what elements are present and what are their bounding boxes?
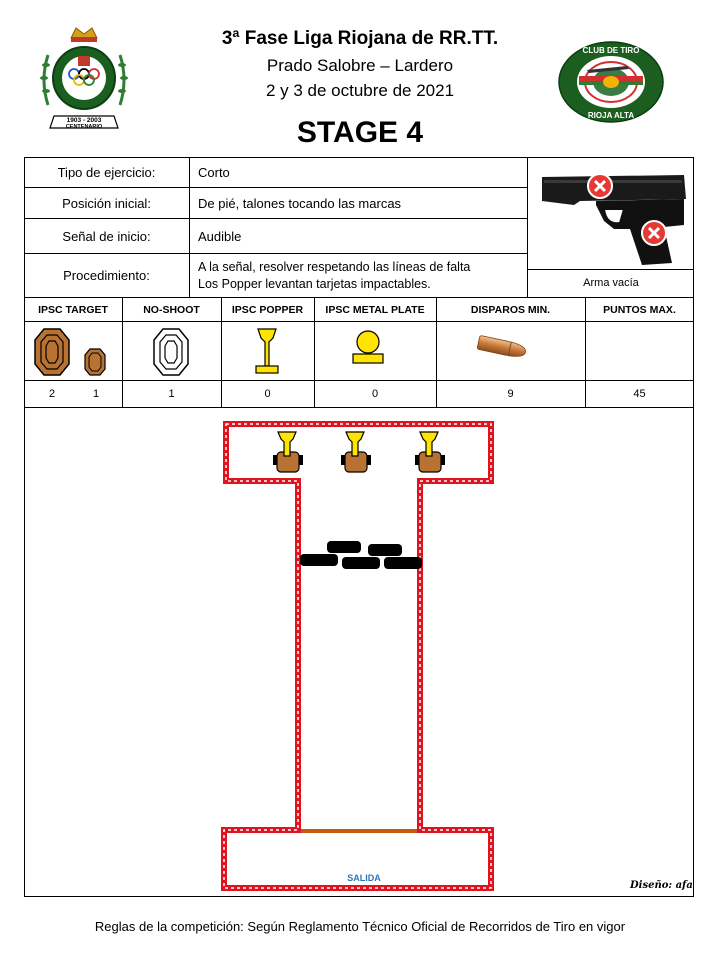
top-view-targets (300, 541, 422, 569)
start-position-value: De pié, talones tocando las marcas (198, 195, 402, 211)
count-puntos-max: 45 (633, 388, 646, 400)
count-disparos-min: 9 (507, 388, 514, 400)
bullet-icon (474, 332, 528, 362)
header-no-shoot: NO-SHOOT (143, 304, 200, 316)
count-ipsc-target-small: 1 (92, 388, 100, 400)
ipsc-mini-target-icon (84, 348, 106, 376)
popper-icon (254, 328, 280, 374)
start-signal-label: Señal de inicio: (62, 228, 151, 244)
procedure-line-2: Los Popper levantan tarjetas impactables. (198, 277, 431, 291)
logo-caption: CENTENARIO (65, 124, 103, 130)
header-puntos-max: PUNTOS MAX. (603, 304, 676, 316)
pistol-image (534, 165, 689, 265)
popper-with-card-3 (415, 432, 445, 472)
exercise-type-value: Corto (198, 164, 230, 180)
header-disparos-min: DISPAROS MIN. (470, 304, 551, 316)
no-shoot-icon (153, 328, 189, 376)
club-logo-top-text: CLUB DE TIRO (582, 46, 640, 55)
procedure-line-1: A la señal, resolver respetando las líneas de falta (198, 260, 471, 274)
page-title: 3ª Fase Liga Riojana de RR.TT. (221, 28, 499, 49)
start-position-label: Posición inicial: (62, 195, 151, 211)
club-logo-bottom-text: RIOJA ALTA (587, 111, 635, 120)
count-ipsc-target-large: 2 (48, 388, 56, 400)
stage-diagram (24, 408, 694, 896)
procedure-value (198, 259, 523, 293)
design-credit: Diseño: afa (630, 880, 693, 891)
location-text: Prado Salobre – Lardero (266, 56, 454, 75)
popper-with-card-2 (341, 432, 371, 472)
weapon-state-label: Arma vacía (583, 277, 639, 289)
metal-plate-icon (352, 330, 384, 364)
count-metal-plate: 0 (371, 388, 379, 400)
dates-text: 2 y 3 de octubre de 2021 (265, 81, 455, 100)
ipsc-target-icon (34, 328, 70, 376)
exercise-type-label: Tipo de ejercicio: (57, 164, 156, 180)
logo-years: 1903 - 2003 (66, 117, 102, 124)
header-ipsc-target: IPSC TARGET (38, 304, 108, 316)
procedure-label: Procedimiento: (63, 268, 150, 283)
footer-rules: Reglas de la competición: Según Reglamento Técnico Oficial de Recorridos de Tiro en vigor (94, 919, 626, 934)
stage-title: STAGE 4 (296, 116, 424, 149)
count-no-shoot: 1 (168, 388, 175, 400)
header-ipsc-popper: IPSC POPPER (231, 304, 304, 316)
popper-with-card-1 (273, 432, 303, 472)
federation-logo (38, 20, 130, 138)
start-label: SALIDA (347, 873, 381, 883)
header-metal-plate: IPSC METAL PLATE (325, 304, 425, 316)
club-logo (557, 40, 665, 124)
count-popper: 0 (264, 388, 271, 400)
start-signal-value: Audible (198, 228, 242, 244)
fault-line (224, 424, 491, 888)
